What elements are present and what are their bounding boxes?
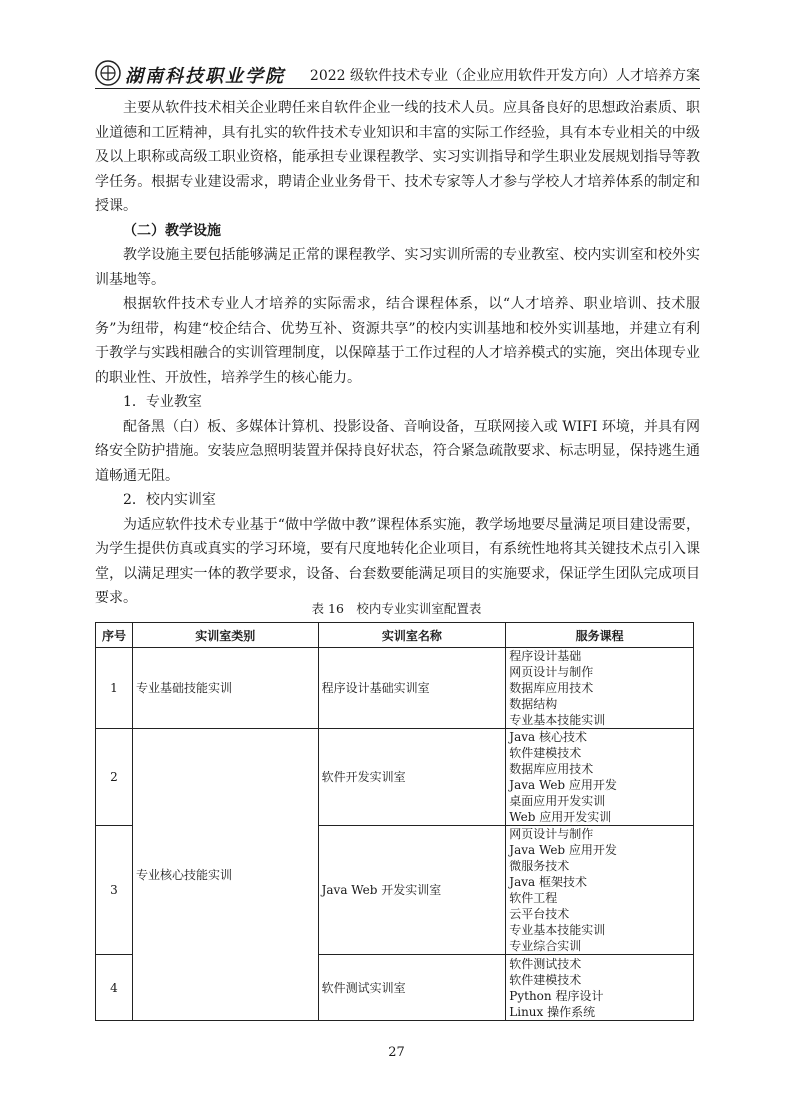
room-name: 软件测试实训室 <box>318 955 506 1021</box>
course-item: 专业综合实训 <box>509 939 582 953</box>
school-name: 湖南科技职业学院 <box>125 66 285 87</box>
page-header <box>95 60 700 86</box>
header-cell: 实训室名称 <box>318 623 506 648</box>
paragraph: 根据软件技术专业人才培养的实际需求，结合课程体系，以“人才培养、职业培训、技术服务”为纽带，构建“校企结合、优势互补、资源共享”的校内实训基地和校外实训基地，并建立有利于教学与实践相融合的实训管理制度，以保障基于工作过程的人才培养模式的实施，突出体现专业的职业性、开放性，培养学生的核心能力。 <box>95 296 700 386</box>
table-caption: 表 16 校内专业实训室配置表 <box>311 601 482 616</box>
table-header-row <box>96 623 694 648</box>
course-item: 微服务技术 <box>509 859 570 873</box>
paragraph: 教学设施主要包括能够满足正常的课程教学、实习实训所需的专业教室、校内实训室和校外实训基地等。 <box>95 247 700 288</box>
course-list <box>506 826 694 955</box>
row-number: 3 <box>96 826 133 955</box>
course-item: 专业基本技能实训 <box>509 923 606 937</box>
table-row <box>96 729 694 826</box>
course-item: Linux 操作系统 <box>509 1004 596 1019</box>
section-heading: （二）教学设施 <box>123 222 221 239</box>
subsection-heading: 2．校内实训室 <box>123 492 216 508</box>
page-number: 27 <box>388 1045 405 1060</box>
room-name: 软件开发实训室 <box>318 729 506 826</box>
course-item: 桌面应用开发实训 <box>509 794 606 808</box>
course-item: 程序设计基础 <box>509 649 582 663</box>
room-category: 专业核心技能实训 <box>132 729 318 1021</box>
school-logo-icon <box>95 60 121 86</box>
header-cell: 服务课程 <box>506 623 694 648</box>
row-number: 2 <box>96 729 133 826</box>
course-item: 网页设计与制作 <box>509 827 594 841</box>
course-item: Web 应用开发实训 <box>509 810 612 824</box>
course-item: 数据库应用技术 <box>509 681 594 695</box>
course-list <box>506 955 694 1021</box>
table-row <box>96 648 694 729</box>
row-number: 1 <box>96 648 133 729</box>
header-cell: 序号 <box>96 623 133 648</box>
course-item: 云平台技术 <box>509 907 570 921</box>
course-item: 软件测试技术 <box>509 956 582 971</box>
paragraph: 为适应软件技术专业基于“做中学做中教”课程体系实施，教学场地要尽量满足项目建设需要，为学生提供仿真或真实的学习环境，要有尺度地转化企业项目，有系统性地将其关键技术点引入课堂，以满足理实一体的教学要求，设备、台套数要能满足项目的实施要求，保证学生团队完成项目要求。 <box>95 516 700 606</box>
room-name: Java Web 开发实训室 <box>318 826 506 955</box>
header-cell: 实训室类别 <box>132 623 318 648</box>
paragraph: 主要从软件技术相关企业聘任来自软件企业一线的技术人员。应具备良好的思想政治素质、职业道德和工匠精神，具有扎实的软件技术专业知识和丰富的实际工作经验，具有本专业相关的中级及以上职称或高级工职业资格，能承担专业课程教学、实习实训指导和学生职业发展规划指导等教学任务。根据专业建设需求，聘请企业业务骨干、技术专家等人才参与学校人才培养体系的制定和授课。 <box>95 100 700 214</box>
subsection-heading: 1．专业教室 <box>123 394 202 410</box>
course-item: 软件工程 <box>509 891 558 905</box>
course-item: 网页设计与制作 <box>509 665 594 679</box>
course-item: 软件建模技术 <box>509 972 582 987</box>
room-name: 程序设计基础实训室 <box>318 648 506 729</box>
course-item: 软件建模技术 <box>509 746 582 760</box>
course-item: Java 框架技术 <box>509 875 587 889</box>
course-item: 数据库应用技术 <box>509 762 594 776</box>
course-item: Java Web 应用开发 <box>509 843 617 857</box>
course-item: Python 程序设计 <box>509 988 604 1003</box>
room-category: 专业基础技能实训 <box>132 648 318 729</box>
course-item: 专业基本技能实训 <box>509 713 606 727</box>
row-number: 4 <box>96 955 133 1021</box>
course-item: 数据结构 <box>509 697 558 711</box>
course-item: Java Web 应用开发 <box>509 778 617 792</box>
body-text <box>95 96 700 611</box>
course-list <box>506 648 694 729</box>
training-room-table <box>95 622 694 1021</box>
course-item: Java 核心技术 <box>509 730 587 744</box>
course-list <box>506 729 694 826</box>
document-title: 2022 级软件技术专业（企业应用软件开发方向）人才培养方案 <box>309 68 700 84</box>
header-divider <box>95 88 700 89</box>
paragraph: 配备黑（白）板、多媒体计算机、投影设备、音响设备，互联网接入或 WIFI 环境，并具有网络安全防护措施。安装应急照明装置并保持良好状态，符合紧急疏散要求、标志明显，保持逃生通道畅通无阻。 <box>95 418 700 484</box>
